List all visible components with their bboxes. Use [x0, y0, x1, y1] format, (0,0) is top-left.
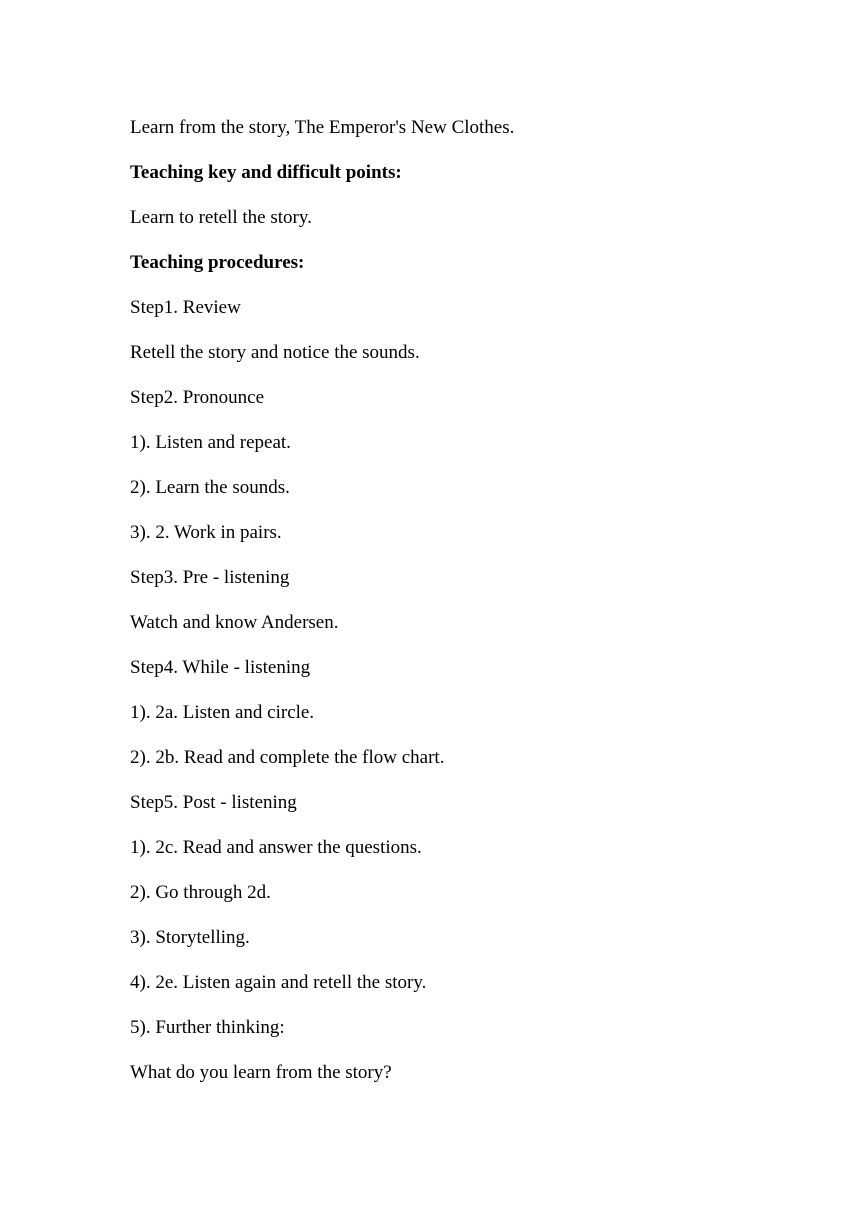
step5-heading: Step5. Post - listening	[130, 792, 297, 813]
closing-question: What do you learn from the story?	[130, 1062, 392, 1083]
step5-item-3: 3). Storytelling.	[130, 927, 250, 948]
step5-item-5: 5). Further thinking:	[130, 1017, 285, 1038]
step5-item-1: 1). 2c. Read and answer the questions.	[130, 837, 422, 858]
step4-item-2: 2). 2b. Read and complete the flow chart.	[130, 747, 445, 768]
step5-item-2: 2). Go through 2d.	[130, 882, 271, 903]
procedures-heading: Teaching procedures:	[130, 252, 305, 273]
step2-heading: Step2. Pronounce	[130, 387, 265, 408]
step3-heading: Step3. Pre - listening	[130, 567, 290, 588]
step3-text: Watch and know Andersen.	[130, 612, 339, 633]
step4-item-1: 1). 2a. Listen and circle.	[130, 702, 315, 723]
step2-item-3: 3). 2. Work in pairs.	[130, 522, 282, 543]
step1-heading: Step1. Review	[130, 297, 241, 318]
step5-item-4: 4). 2e. Listen again and retell the story.	[130, 972, 427, 993]
key-points-heading: Teaching key and difficult points:	[130, 162, 402, 183]
step1-text: Retell the story and notice the sounds.	[130, 342, 420, 363]
document-body	[130, 114, 770, 1104]
step2-item-1: 1). Listen and repeat.	[130, 432, 291, 453]
learning-objective-text: Learn from the story, The Emperor's New Clothes.	[130, 117, 515, 138]
key-points-text: Learn to retell the story.	[130, 207, 312, 228]
step2-item-2: 2). Learn the sounds.	[130, 477, 290, 498]
step4-heading: Step4. While - listening	[130, 657, 311, 678]
